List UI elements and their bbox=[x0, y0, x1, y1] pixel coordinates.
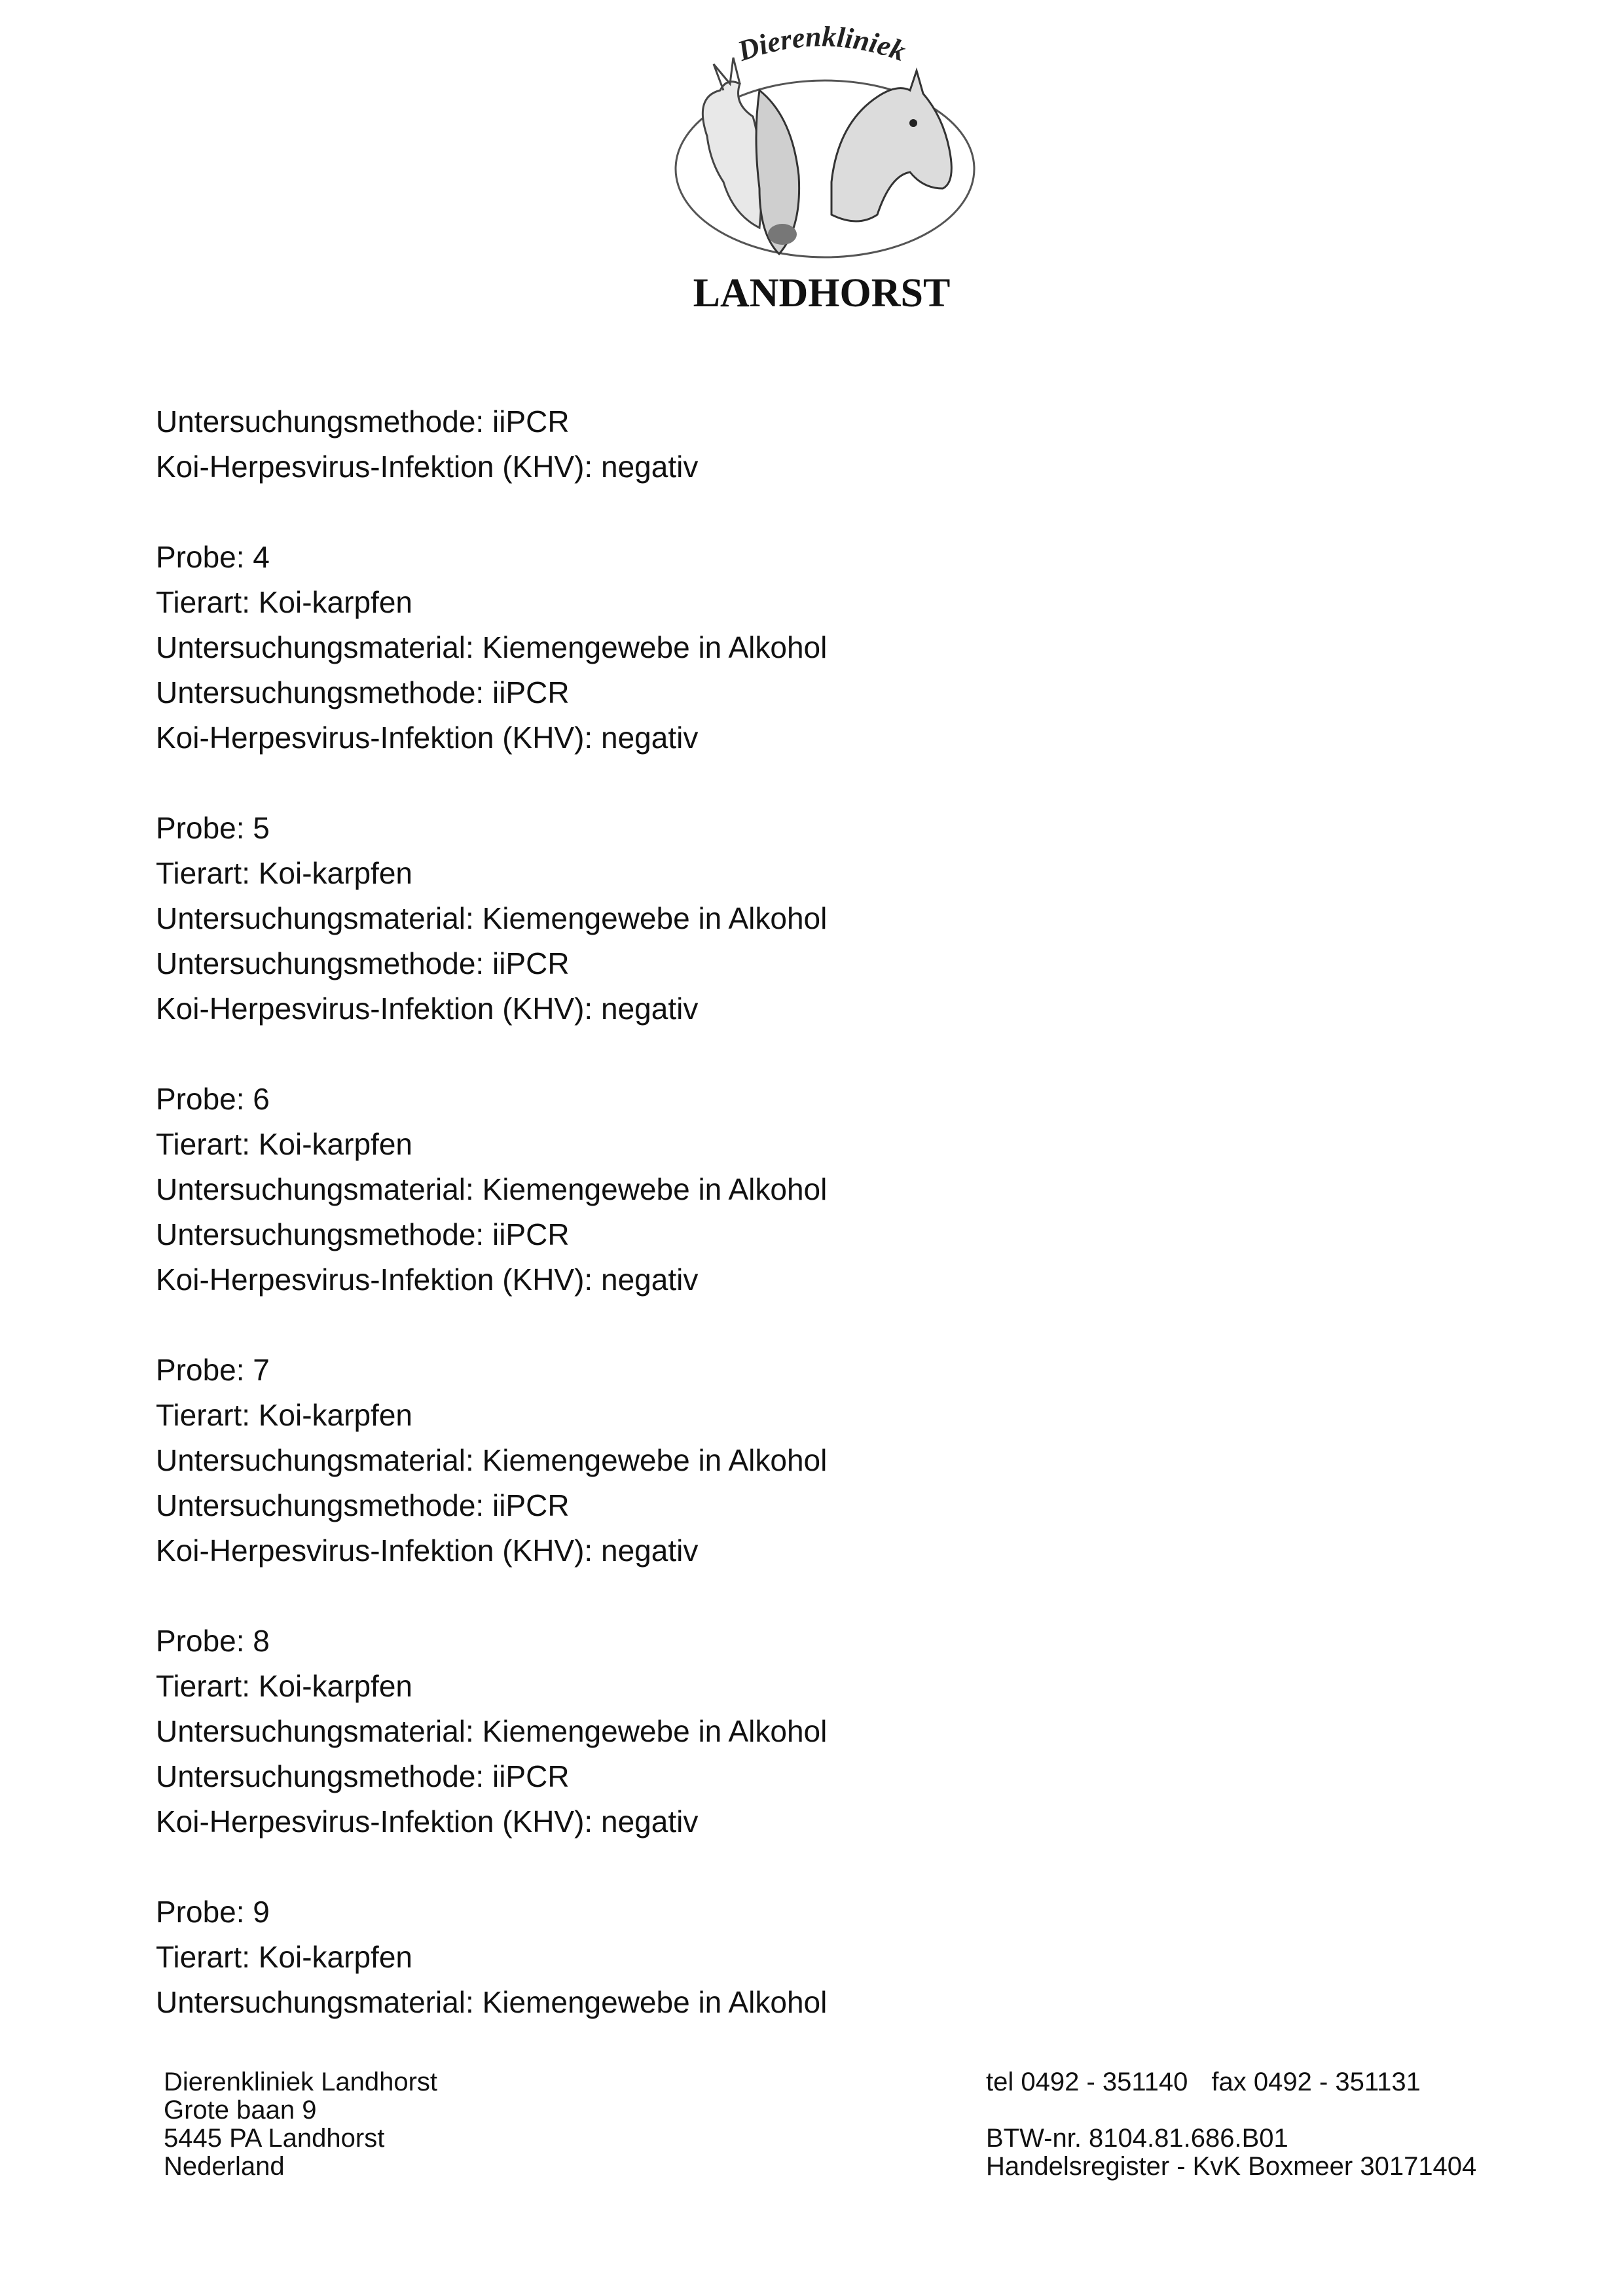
sample-block bbox=[156, 1890, 1334, 2025]
method-line: Untersuchungsmethode: iiPCR bbox=[156, 946, 570, 980]
material-line: Untersuchungsmaterial: Kiemengewebe in Alkohol bbox=[156, 901, 828, 935]
method-line: Untersuchungsmethode: iiPCR bbox=[156, 404, 570, 439]
material-line: Untersuchungsmaterial: Kiemengewebe in Alkohol bbox=[156, 630, 828, 664]
material-line: Untersuchungsmaterial: Kiemengewebe in Alkohol bbox=[156, 1985, 828, 2019]
sample-block bbox=[156, 535, 1334, 761]
footer-country: Nederland bbox=[164, 2152, 285, 2181]
probe-label: Probe: 8 bbox=[156, 1624, 270, 1658]
report-body bbox=[156, 399, 1334, 2025]
material-line: Untersuchungsmaterial: Kiemengewebe in Alkohol bbox=[156, 1714, 828, 1748]
method-line: Untersuchungsmethode: iiPCR bbox=[156, 1488, 570, 1522]
footer-street: Grote baan 9 bbox=[164, 2096, 317, 2125]
species-line: Tierart: Koi-karpfen bbox=[156, 1127, 412, 1161]
method-line: Untersuchungsmethode: iiPCR bbox=[156, 1759, 570, 1793]
footer-address bbox=[164, 2068, 437, 2181]
material-line: Untersuchungsmaterial: Kiemengewebe in Alkohol bbox=[156, 1443, 828, 1477]
species-line: Tierart: Koi-karpfen bbox=[156, 1669, 412, 1703]
probe-label: Probe: 4 bbox=[156, 540, 270, 574]
logo-emblem-icon bbox=[661, 18, 982, 313]
clinic-logo bbox=[661, 18, 982, 313]
footer-tel: tel 0492 - 351140 bbox=[986, 2068, 1188, 2096]
result-line: Koi-Herpesvirus-Infektion (KHV): negativ bbox=[156, 1263, 699, 1297]
method-line: Untersuchungsmethode: iiPCR bbox=[156, 675, 570, 709]
footer-vat: BTW-nr. 8104.81.686.B01 bbox=[986, 2124, 1288, 2153]
result-line: Koi-Herpesvirus-Infektion (KHV): negativ bbox=[156, 1534, 699, 1568]
result-line: Koi-Herpesvirus-Infektion (KHV): negativ bbox=[156, 992, 699, 1026]
footer-fax: fax 0492 - 351131 bbox=[1211, 2068, 1421, 2096]
result-line: Koi-Herpesvirus-Infektion (KHV): negativ bbox=[156, 450, 699, 484]
sample-block bbox=[156, 806, 1334, 1031]
species-line: Tierart: Koi-karpfen bbox=[156, 585, 412, 619]
species-line: Tierart: Koi-karpfen bbox=[156, 856, 412, 890]
footer-clinic-name: Dierenkliniek Landhorst bbox=[164, 2068, 438, 2096]
footer-register: Handelsregister - KvK Boxmeer 30171404 bbox=[986, 2152, 1477, 2181]
sample-block bbox=[156, 1077, 1334, 1302]
footer-contact bbox=[986, 2068, 1476, 2181]
species-line: Tierart: Koi-karpfen bbox=[156, 1940, 412, 1974]
material-line: Untersuchungsmaterial: Kiemengewebe in Alkohol bbox=[156, 1172, 828, 1206]
probe-label: Probe: 5 bbox=[156, 811, 270, 845]
probe-label: Probe: 7 bbox=[156, 1353, 270, 1387]
result-line: Koi-Herpesvirus-Infektion (KHV): negativ bbox=[156, 721, 699, 755]
probe-label: Probe: 9 bbox=[156, 1895, 270, 1929]
footer-city: 5445 PA Landhorst bbox=[164, 2124, 385, 2153]
method-line: Untersuchungsmethode: iiPCR bbox=[156, 1217, 570, 1251]
svg-text:Dierenkliniek bbox=[733, 20, 910, 67]
sample-block bbox=[156, 1619, 1334, 1844]
probe-label: Probe: 6 bbox=[156, 1082, 270, 1116]
logo-arc-text: Dierenkliniek bbox=[733, 20, 910, 67]
logo-name: LANDHORST bbox=[693, 271, 951, 313]
result-line: Koi-Herpesvirus-Infektion (KHV): negativ bbox=[156, 1804, 699, 1839]
sample-block bbox=[156, 1348, 1334, 1573]
species-line: Tierart: Koi-karpfen bbox=[156, 1398, 412, 1432]
